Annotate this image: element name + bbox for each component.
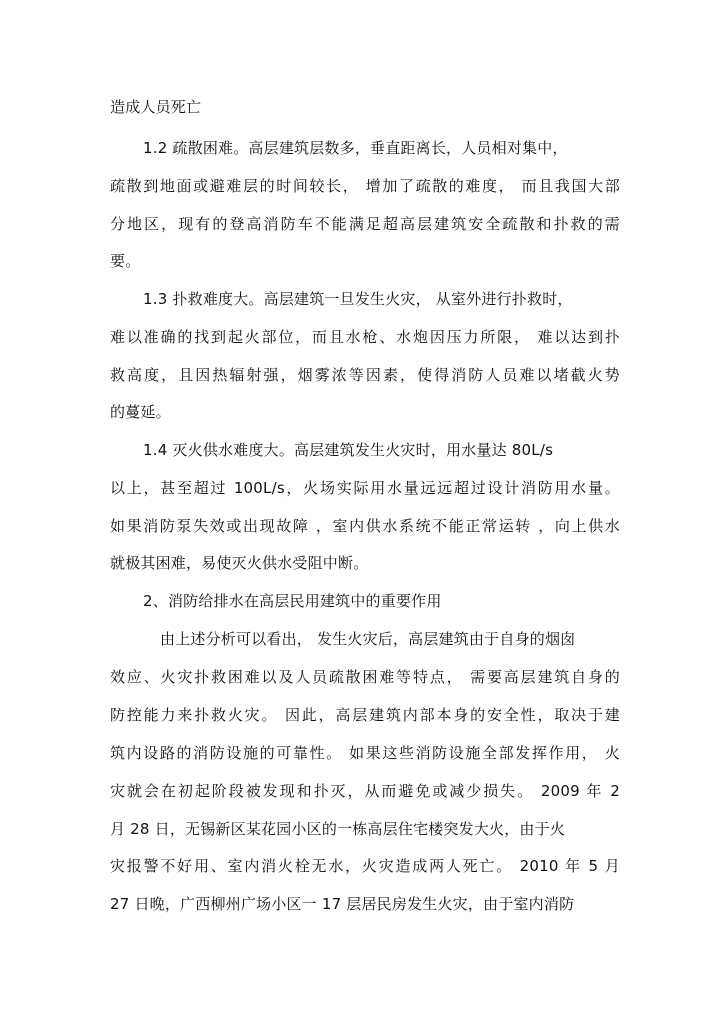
text-line: 造成人员死亡 (110, 98, 202, 116)
text-line: 以上，甚至超过 100L/s，火场实际用水量远远超过设计消防用水量。 (110, 479, 620, 497)
text-line: 27 日晚，广西柳州广场小区一 17 层居民房发生火灾，由于室内消防 (110, 895, 575, 913)
text-line: 1.3 扑救难度大。高层建筑一旦发生火灾， 从室外进行扑救时， (143, 290, 573, 308)
text-line: 分地区，现有的登高消防车不能满足超高层建筑安全疏散和扑救的需 (110, 215, 620, 233)
text-line: 效应、火灾扑救困难以及人员疏散困难等特点， 需要高层建筑自身的 (110, 668, 620, 686)
text-line: 筑内设路的消防设施的可靠性。 如果这些消防设施全部发挥作用， 火 (110, 744, 620, 762)
text-line: 就极其困难，易使灭火供水受阻中断。 (110, 554, 369, 572)
text-line: 1.4 灭火供水难度大。高层建筑发生火灾时，用水量达 80L/s (143, 441, 554, 459)
text-line: 由上述分析可以看出， 发生火灾后，高层建筑由于自身的烟囱 (160, 630, 576, 648)
text-line: 如果消防泵失效或出现故障 ，室内供水系统不能正常运转 ，向上供水 (110, 517, 620, 535)
text-line: 月 28 日，无锡新区某花园小区的一栋高层住宅楼突发大火，由于火 (110, 820, 566, 838)
text-line: 难以准确的找到起火部位，而且水枪、水炮因压力所限， 难以达到扑 (110, 328, 620, 346)
text-line: 灾报警不好用、室内消火栓无水，火灾造成两人死亡。 2010 年 5 月 (110, 857, 620, 875)
text-line: 救高度，且因热辐射强，烟雾浓等因素，使得消防人员难以堵截火势 (110, 366, 620, 384)
section-heading: 2、消防给排水在高层民用建筑中的重要作用 (143, 592, 442, 610)
text-line: 灾就会在初起阶段被发现和扑灭，从而避免或减少损失。 2009 年 2 (110, 782, 620, 800)
text-line: 的蔓延。 (110, 403, 171, 421)
text-line: 1.2 疏散困难。高层建筑层数多，垂直距离长，人员相对集中， (143, 139, 568, 157)
text-line: 防控能力来扑救火灾。 因此，高层建筑内部本身的安全性，取决于建 (110, 706, 620, 724)
text-line: 要。 (110, 252, 141, 270)
text-line: 疏散到地面或避难层的时间较长， 增加了疏散的难度， 而且我国大部 (110, 177, 620, 195)
